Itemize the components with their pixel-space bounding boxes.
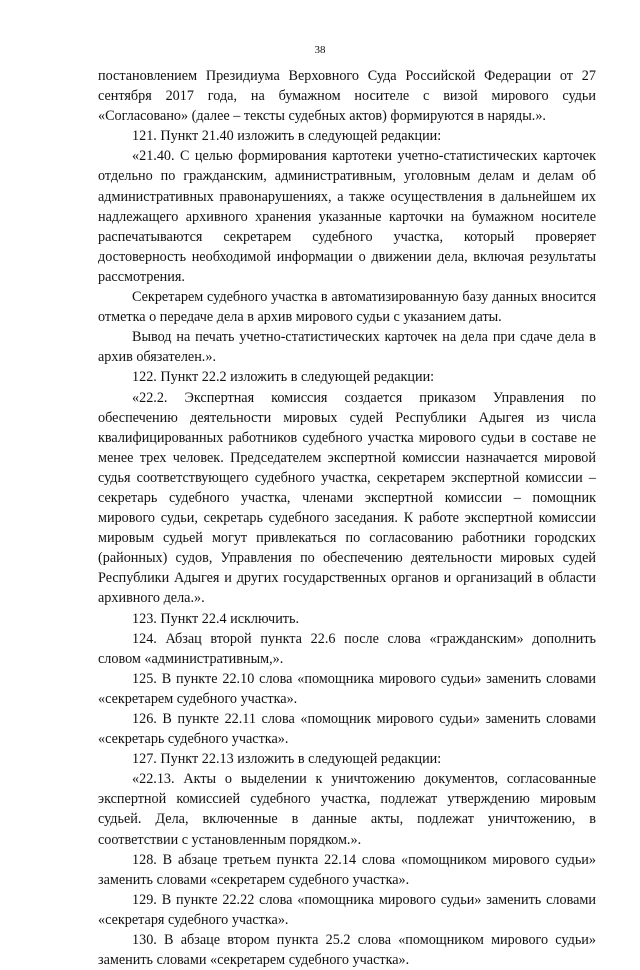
paragraph-item-130: 130. В абзаце втором пункта 25.2 слова «помощником мирового судьи» заменить словами «секретарем судебного участка».: [98, 932, 596, 969]
paragraph-item-128: 128. В абзаце третьем пункта 22.14 слова «помощником мирового судьи» заменить словами «секретарем судебного участка».: [98, 851, 596, 888]
paragraph-item-123: 123. Пункт 22.4 исключить.: [132, 610, 300, 627]
paragraph-item-127: 127. Пункт 22.13 изложить в следующей редакции:: [132, 751, 442, 768]
paragraph-item-124: 124. Абзац второй пункта 22.6 после слова «гражданским» дополнить словом «административным,».: [98, 630, 596, 667]
paragraph-item-126: 126. В пункте 22.11 слова «помощник мирового судьи» заменить словами «секретарь судебного участка».: [98, 711, 596, 748]
paragraph-quote-22-2: «22.2. Экспертная комиссия создается приказом Управления по обеспечению деятельности мировых судей Республики Адыгея из числа квалифицированных работников судебного участка мирового судьи в составе не менее трех человек. Председателем экспертной комиссии назначается мировой судья соответствующего судебного участка, секретарем экспертной комиссии – секретарь судебного участка, членами экспертной комиссии – помощник мирового судьи, секретарь судебного заседания. К работе экспертной комиссии мировым судьей могут привлекаться по согласованию работники городских (районных) судов, Управления по обеспечению деятельности мировых судей Республики Адыгея и других государственных органов и организаций в области архивного дела.».: [98, 389, 596, 607]
paragraph-item-129: 129. В пункте 22.22 слова «помощника мирового судьи» заменить словами «секретаря судебного участка».: [98, 891, 596, 928]
paragraph-item-122: 122. Пункт 22.2 изложить в следующей редакции:: [132, 369, 435, 386]
paragraph-quote-21-40: «21.40. С целью формирования картотеки учетно-статистических карточек отдельно по гражданским, административным, уголовным делам и делам об административных правонарушениях, а также осуществления в дальнейшем их надлежащего архивного хранения указанные карточки на бумажном носителе распечатываются секретарем судебного участка, который проверяет достоверность необходимой информации о движении дела, включая результаты рассмотрения.: [98, 148, 596, 285]
paragraph-quote-22-13: «22.13. Акты о выделении к уничтожению документов, согласованные экспертной комиссией судебного участка, подлежат утверждению мировым судьей. Дела, включенные в данные акты, подлежат уничтожению, в соответствии с установленным порядком.».: [98, 771, 596, 848]
paragraph-archive-mark: Секретарем судебного участка в автоматизированную базу данных вносится отметка о передаче дела в архив мирового судьи с указанием даты.: [98, 289, 596, 326]
paragraph-print-cards: Вывод на печать учетно-статистических карточек на дела при сдаче дела в архив обязателен.».: [98, 329, 596, 366]
paragraph-continuation: постановлением Президиума Верховного Суда Российской Федерации от 27 сентября 2017 года, на бумажном носителе с визой мирового судьи «Согласовано» (далее – тексты судебных актов) формируются в наряды.».: [98, 68, 596, 125]
paragraph-item-121: 121. Пункт 21.40 изложить в следующей редакции:: [132, 128, 442, 145]
paragraph-item-125: 125. В пункте 22.10 слова «помощника мирового судьи» заменить словами «секретарем судебного участка».: [98, 670, 596, 707]
document-body: [98, 66, 596, 970]
page-number: 38: [314, 44, 326, 56]
